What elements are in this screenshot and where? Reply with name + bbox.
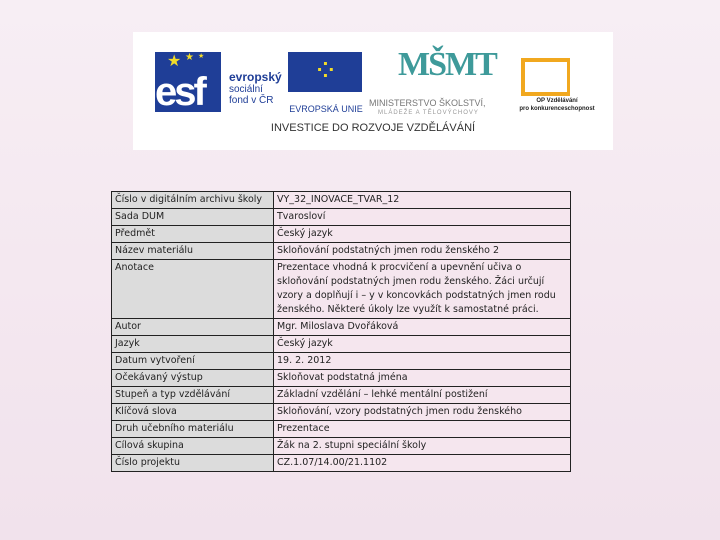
row-value: CZ.1.07/14.00/21.1102: [274, 455, 571, 472]
row-label: Předmět: [112, 226, 274, 243]
row-label: Jazyk: [112, 336, 274, 353]
row-value: Skloňování podstatných jmen rodu ženského 2: [274, 243, 571, 260]
op-line: OP Vzdělávání: [536, 98, 578, 104]
table-row: [112, 226, 571, 243]
table-row: [112, 387, 571, 404]
eu-label: EVROPSKÁ UNIE: [289, 104, 363, 114]
op-line: pro konkurenceschopnost: [519, 106, 595, 112]
star-icon: ★: [198, 52, 205, 60]
table-row: [112, 336, 571, 353]
table-row: [112, 438, 571, 455]
row-label: Název materiálu: [112, 243, 274, 260]
star-icon: ★: [185, 52, 194, 63]
table-row: [112, 404, 571, 421]
op-label: [507, 97, 607, 113]
star-icon: ★: [167, 51, 182, 70]
row-value: Prezentace vhodná k procvičení a upevnění učiva o skloňování podstatných jmen rodu ženského. Žáci určují vzory a doplňují i – y v koncovkách podstatných jmen rodu ženského. Některé úkoly lze využít k samostatné práci.: [274, 260, 571, 319]
esf-text: [229, 72, 282, 106]
row-value: Mgr. Miloslava Dvořáková: [274, 319, 571, 336]
esf-text-line: sociální: [229, 84, 263, 95]
table-row: [112, 192, 571, 209]
esf-letters: esf: [155, 70, 204, 114]
op-logo-icon: [521, 58, 570, 96]
row-label: Číslo projektu: [112, 455, 274, 472]
row-value: Tvarosloví: [274, 209, 571, 226]
eu-stars-icon: ⁘: [312, 54, 338, 89]
esf-text-line: evropský: [229, 70, 282, 84]
row-label: Datum vytvoření: [112, 353, 274, 370]
investice-slogan: INVESTICE DO ROZVOJE VZDĚLÁVÁNÍ: [270, 122, 476, 134]
esf-logo: [155, 52, 283, 114]
row-value: Prezentace: [274, 421, 571, 438]
row-label: Cílová skupina: [112, 438, 274, 455]
msmt-name: MINISTERSTVO ŠKOLSTVÍ,: [369, 98, 486, 108]
msmt-logo: MŠMT: [398, 46, 496, 83]
row-value: VY_32_INOVACE_TVAR_12: [274, 192, 571, 209]
eu-flag-icon: [288, 52, 362, 92]
table-row: [112, 455, 571, 472]
row-label: Anotace: [112, 260, 274, 319]
row-label: Druh učebního materiálu: [112, 421, 274, 438]
row-label: Stupeň a typ vzdělávání: [112, 387, 274, 404]
table-row: [112, 243, 571, 260]
esf-text-line: fond v ČR: [229, 95, 274, 106]
row-label: Číslo v digitálním archivu školy: [112, 192, 274, 209]
row-label: Klíčová slova: [112, 404, 274, 421]
row-value: Žák na 2. stupni speciální školy: [274, 438, 571, 455]
row-value: Základní vzdělání – lehké mentální postižení: [274, 387, 571, 404]
table-row: [112, 370, 571, 387]
table-row: [112, 421, 571, 438]
msmt-name-2: MLÁDEŽE A TĚLOVÝCHOVY: [378, 110, 479, 116]
row-value: Český jazyk: [274, 226, 571, 243]
table-row: [112, 319, 571, 336]
row-label: Očekávaný výstup: [112, 370, 274, 387]
row-value: 19. 2. 2012: [274, 353, 571, 370]
row-label: Sada DUM: [112, 209, 274, 226]
logo-banner: [133, 32, 613, 150]
table-row: [112, 260, 571, 319]
row-value: Český jazyk: [274, 336, 571, 353]
table-row: [112, 353, 571, 370]
metadata-table: [111, 191, 571, 472]
row-value: Skloňování, vzory podstatných jmen rodu ženského: [274, 404, 571, 421]
table-row: [112, 209, 571, 226]
row-value: Skloňovat podstatná jména: [274, 370, 571, 387]
row-label: Autor: [112, 319, 274, 336]
